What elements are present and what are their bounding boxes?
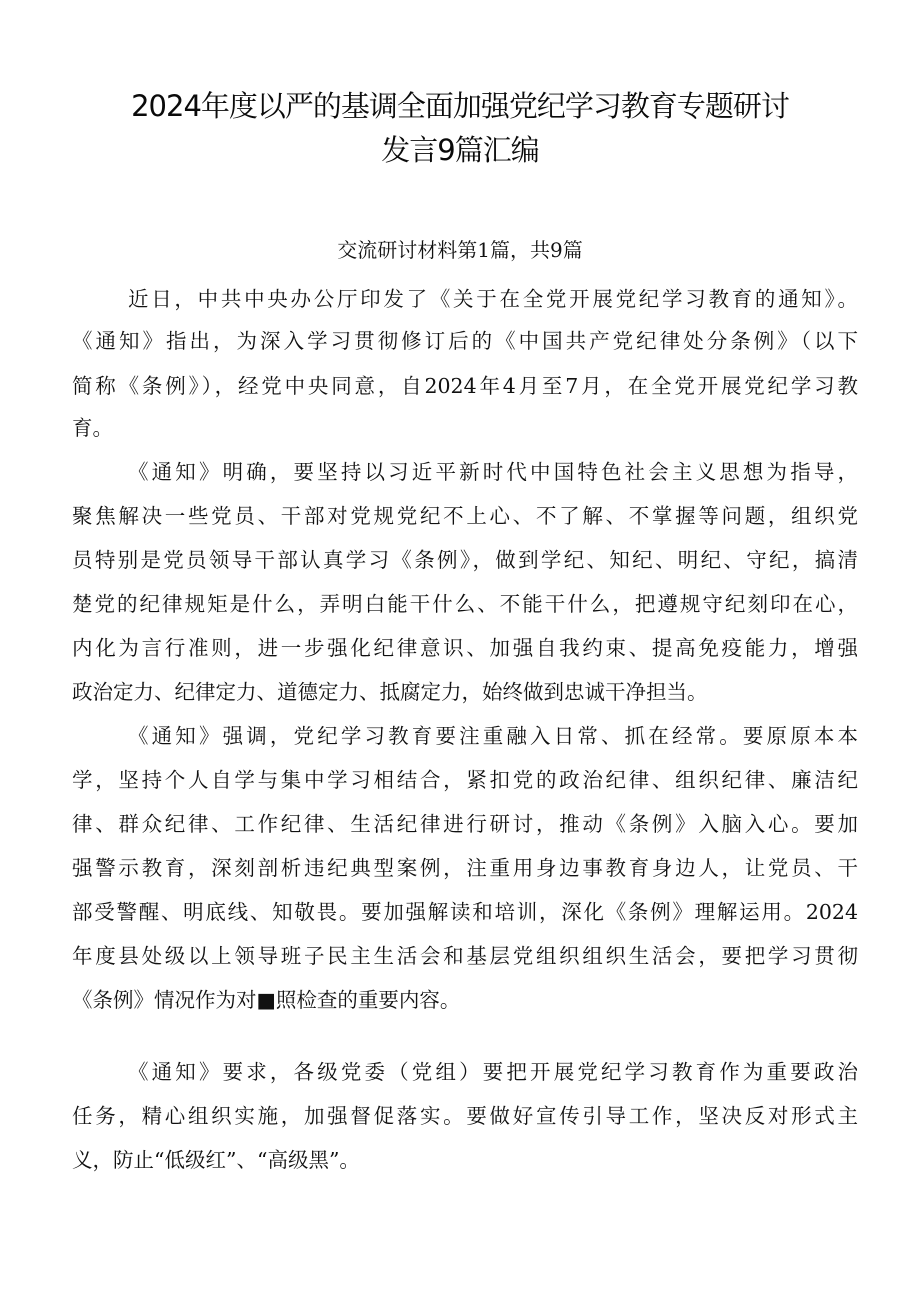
paragraph-3-line-7: 《条例》情况作为对■照检查的重要内容。 bbox=[72, 988, 461, 1012]
paragraph-3-line-2: 学，坚持个人自学与集中学习相结合，紧扣党的政治纪律、组织纪律、廉洁纪 bbox=[72, 768, 858, 792]
paragraph-4-line-1: 《通知》要求，各级党委（党组）要把开展党纪学习教育作为重要政治 bbox=[128, 1060, 858, 1084]
document-title-line-1: 2024年度以严的基调全面加强党纪学习教育专题研讨 bbox=[131, 89, 789, 123]
paragraph-1-line-3: 简称《条例》），经党中央同意，自2024年4月至7月，在全党开展党纪学习教 bbox=[72, 374, 858, 398]
document-title-line-2: 发言9篇汇编 bbox=[381, 133, 539, 167]
paragraph-1-line-4: 育。 bbox=[72, 416, 113, 440]
paragraph-3-line-5: 部受警醒、明底线、知敬畏。要加强解读和培训，深化《条例》理解运用。2024 bbox=[72, 900, 858, 924]
paragraph-1-line-1: 近日，中共中央办公厅印发了《关于在全党开展党纪学习教育的通知》。 bbox=[128, 287, 858, 311]
paragraph-2-line-4: 楚党的纪律规矩是什么，弄明白能干什么、不能干什么，把遵规守纪刻印在心， bbox=[72, 592, 858, 616]
paragraph-2-line-3: 员特别是党员领导干部认真学习《条例》，做到学纪、知纪、明纪、守纪，搞清 bbox=[72, 548, 858, 572]
document-subtitle: 交流研讨材料第1篇，共9篇 bbox=[337, 238, 583, 262]
paragraph-4-line-2: 任务，精心组织实施，加强督促落实。要做好宣传引导工作，坚决反对形式主 bbox=[72, 1104, 858, 1128]
paragraph-2-line-6: 政治定力、纪律定力、道德定力、抵腐定力，始终做到忠诚干净担当。 bbox=[72, 680, 708, 704]
paragraph-4-line-3: 义，防止“低级红”、“高级黑”。 bbox=[72, 1148, 360, 1172]
paragraph-3-line-1: 《通知》强调，党纪学习教育要注重融入日常、抓在经常。要原原本本 bbox=[128, 724, 858, 748]
paragraph-2-line-5: 内化为言行准则，进一步强化纪律意识、加强自我约束、提高免疫能力，增强 bbox=[72, 636, 858, 660]
paragraph-2-line-1: 《通知》明确，要坚持以习近平新时代中国特色社会主义思想为指导， bbox=[128, 460, 858, 484]
paragraph-2-line-2: 聚焦解决一些党员、干部对党规党纪不上心、不了解、不掌握等问题，组织党 bbox=[72, 504, 858, 528]
paragraph-3-line-4: 强警示教育，深刻剖析违纪典型案例，注重用身边事教育身边人，让党员、干 bbox=[72, 856, 858, 880]
paragraph-3-line-3: 律、群众纪律、工作纪律、生活纪律进行研讨，推动《条例》入脑入心。要加 bbox=[72, 812, 858, 836]
paragraph-3-line-6: 年度县处级以上领导班子民主生活会和基层党组织组织生活会，要把学习贯彻 bbox=[72, 944, 858, 968]
paragraph-1-line-2: 《通知》指出，为深入学习贯彻修订后的《中国共产党纪律处分条例》（以下 bbox=[72, 329, 858, 353]
